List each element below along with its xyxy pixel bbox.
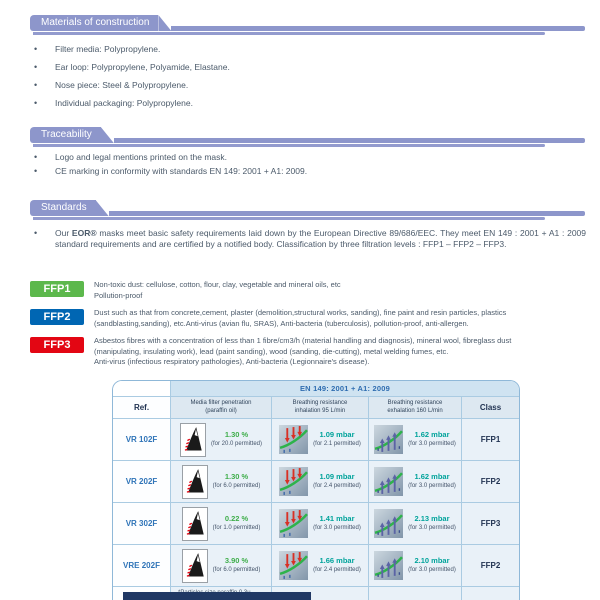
mask-penetration-icon [182, 465, 208, 499]
penetration-limit: (for 20.0 permitted) [210, 441, 263, 447]
cell-penetration [171, 545, 272, 587]
cell-inhalation [272, 545, 369, 587]
ffp3-badge: FFP3 [30, 337, 84, 353]
bullet-item: • Filter media: Polypropylene. [30, 44, 586, 55]
header-line: Media filter penetration [190, 400, 252, 406]
col-header-ref: Ref. [113, 397, 171, 419]
section-title-traceability: Traceability [30, 127, 101, 143]
penetration-limit: (for 6.0 permitted) [212, 483, 261, 489]
standards-bullet-list [30, 228, 586, 250]
banner-tail-shape [101, 127, 114, 143]
inhalation-limit: (for 2.4 permitted) [313, 483, 361, 489]
banner-rule [171, 26, 585, 31]
exhalation-resistance-icon [374, 467, 403, 496]
footnote-empty-cell [369, 587, 462, 600]
standards-text-rest: masks meet basic safety requirements laid down by the European Directive 89/686/EEC. They meet EN 149 : 2001 + A1 : 2009 standard requirements and are certified by a notified body. Classification by three filtration levels : FFP1 – FFP2 – FFP3. [55, 228, 587, 249]
section-banner-standards [30, 200, 585, 216]
ffp3-row [30, 336, 586, 368]
exhalation-resistance-icon [374, 425, 403, 454]
cell-class: FFP2 [462, 545, 519, 587]
standards-paragraph [30, 228, 586, 250]
table-corner-blank [113, 381, 171, 397]
header-line: Breathing resistance [387, 400, 443, 406]
ffp1-line: Non-toxic dust: cellulose, cotton, flour, clay, vegetable and mineral oils, etc [94, 280, 341, 289]
cell-inhalation [272, 503, 369, 545]
cell-penetration [171, 461, 272, 503]
exhalation-value: 1.62 mbar [414, 430, 450, 439]
cell-exhalation [369, 545, 462, 587]
cell-exhalation [369, 419, 462, 461]
ffp1-line: Pollution-proof [94, 290, 143, 300]
ffp1-badge: FFP1 [30, 281, 84, 297]
col-header-penetration [171, 397, 272, 419]
inhalation-value: 1.09 mbar [319, 430, 355, 439]
inhalation-value: 1.41 mbar [319, 514, 355, 523]
exhalation-limit: (for 3.0 permitted) [408, 483, 456, 489]
ffp2-badge: FFP2 [30, 309, 84, 325]
ffp3-line: Asbestos fibres with a concentration of less than 1 fibre/cm3/h (material handling and diagnosis), mineral wool, fibreglass dust [94, 336, 512, 345]
penetration-value: 1.30 % [224, 472, 249, 481]
col-header-exhalation [369, 397, 462, 419]
ffp1-row [30, 280, 586, 301]
cell-penetration [171, 419, 272, 461]
inhalation-limit: (for 2.1 permitted) [313, 441, 361, 447]
cell-exhalation [369, 461, 462, 503]
banner-shadow-rule [33, 32, 545, 35]
footnote-empty-cell [462, 587, 519, 600]
inhalation-value: 1.66 mbar [319, 556, 355, 565]
cell-inhalation [272, 461, 369, 503]
penetration-value: 3.90 % [224, 556, 249, 565]
exhalation-limit: (for 3.0 permitted) [408, 441, 456, 447]
inhalation-value: 1.09 mbar [319, 472, 355, 481]
ffp2-line: (sandblasting,sanding), etc.Anti-virus (avian flu, SRAS), Anti-bacteria (tuberculosis), pollution-proof, anti-allergen. [94, 318, 469, 328]
table-en-standard-header: EN 149: 2001 + A1: 2009 [171, 381, 519, 397]
cell-class: FFP2 [462, 461, 519, 503]
banner-tail-shape [96, 200, 109, 216]
ffp3-description [94, 336, 586, 368]
banner-tail-shape [158, 15, 171, 31]
exhalation-value: 2.13 mbar [414, 514, 450, 523]
bullet-item: • Logo and legal mentions printed on the mask. [30, 152, 586, 163]
table-row-ref: VR 302F [113, 503, 171, 545]
mask-penetration-icon [182, 507, 208, 541]
table-row-ref: VRE 202F [113, 545, 171, 587]
inhalation-limit: (for 2.4 permitted) [313, 567, 361, 573]
table-row-ref: VR 102F [113, 419, 171, 461]
exhalation-limit: (for 3.0 permitted) [408, 525, 456, 531]
cell-inhalation [272, 419, 369, 461]
exhalation-resistance-icon [374, 551, 403, 580]
ffp2-description [94, 308, 586, 329]
section-banner-traceability [30, 127, 585, 143]
penetration-limit: (for 1.0 permitted) [212, 525, 261, 531]
ffp2-line: Dust such as that from concrete,cement, plaster (demolition,structural works, sanding), fine paint and resin particles, plastics [94, 308, 507, 317]
ffp3-line: (manipulating, insulating work), lead (paint sanding), wood (sanding, die-cutting), metal welding fumes, etc. [94, 346, 449, 356]
mask-penetration-icon [180, 423, 206, 457]
table-row-ref: VR 202F [113, 461, 171, 503]
inhalation-resistance-icon [279, 509, 308, 538]
penetration-value: 1.30 % [224, 430, 249, 439]
header-line: exhalation 160 L/min [387, 407, 443, 414]
cell-class: FFP3 [462, 503, 519, 545]
inhalation-resistance-icon [279, 425, 308, 454]
header-line: (paraffin oil) [205, 407, 237, 414]
banner-shadow-rule [33, 217, 545, 220]
bullet-item: • Individual packaging: Polypropylene. [30, 98, 586, 109]
bottom-dark-bar [123, 592, 311, 600]
ffp1-description [94, 280, 586, 301]
mask-penetration-icon [182, 549, 208, 583]
brand-name: EOR® [71, 228, 97, 238]
section-title-standards: Standards [30, 200, 96, 216]
bullet-item: • Nose piece: Steel & Polypropylene. [30, 80, 586, 91]
ffp2-row [30, 308, 586, 329]
header-line: Breathing resistance [292, 400, 348, 406]
cell-penetration [171, 503, 272, 545]
exhalation-resistance-icon [374, 509, 403, 538]
ffp3-line: Anti-virus (infectious respiratory pathologies), Anti-bacteria (Legionnaire's disease). [94, 357, 370, 366]
inhalation-limit: (for 3.0 permitted) [313, 525, 361, 531]
col-header-inhalation [272, 397, 369, 419]
section-banner-materials [30, 15, 585, 31]
banner-rule [109, 211, 585, 216]
col-header-class: Class [462, 397, 519, 419]
section-title-materials: Materials of construction [30, 15, 158, 31]
inhalation-resistance-icon [279, 551, 308, 580]
banner-shadow-rule [33, 144, 545, 147]
cell-class: FFP1 [462, 419, 519, 461]
bullet-item: • CE marking in conformity with standards EN 149: 2001 + A1: 2009. [30, 166, 586, 177]
banner-rule [114, 138, 585, 143]
exhalation-limit: (for 3.0 permitted) [408, 567, 456, 573]
traceability-bullet-list [30, 152, 586, 180]
inhalation-resistance-icon [279, 467, 308, 496]
bullet-item: • Ear loop: Polypropylene, Polyamide, Elastane. [30, 62, 586, 73]
cell-exhalation [369, 503, 462, 545]
standards-table [112, 380, 520, 600]
materials-bullet-list [30, 44, 586, 116]
exhalation-value: 1.62 mbar [414, 472, 450, 481]
exhalation-value: 2.10 mbar [414, 556, 450, 565]
standards-text-prefix: Our [55, 228, 72, 238]
penetration-value: 0.22 % [224, 514, 249, 523]
header-line: inhalation 95 L/min [294, 407, 346, 414]
penetration-limit: (for 6.0 permitted) [212, 567, 261, 573]
